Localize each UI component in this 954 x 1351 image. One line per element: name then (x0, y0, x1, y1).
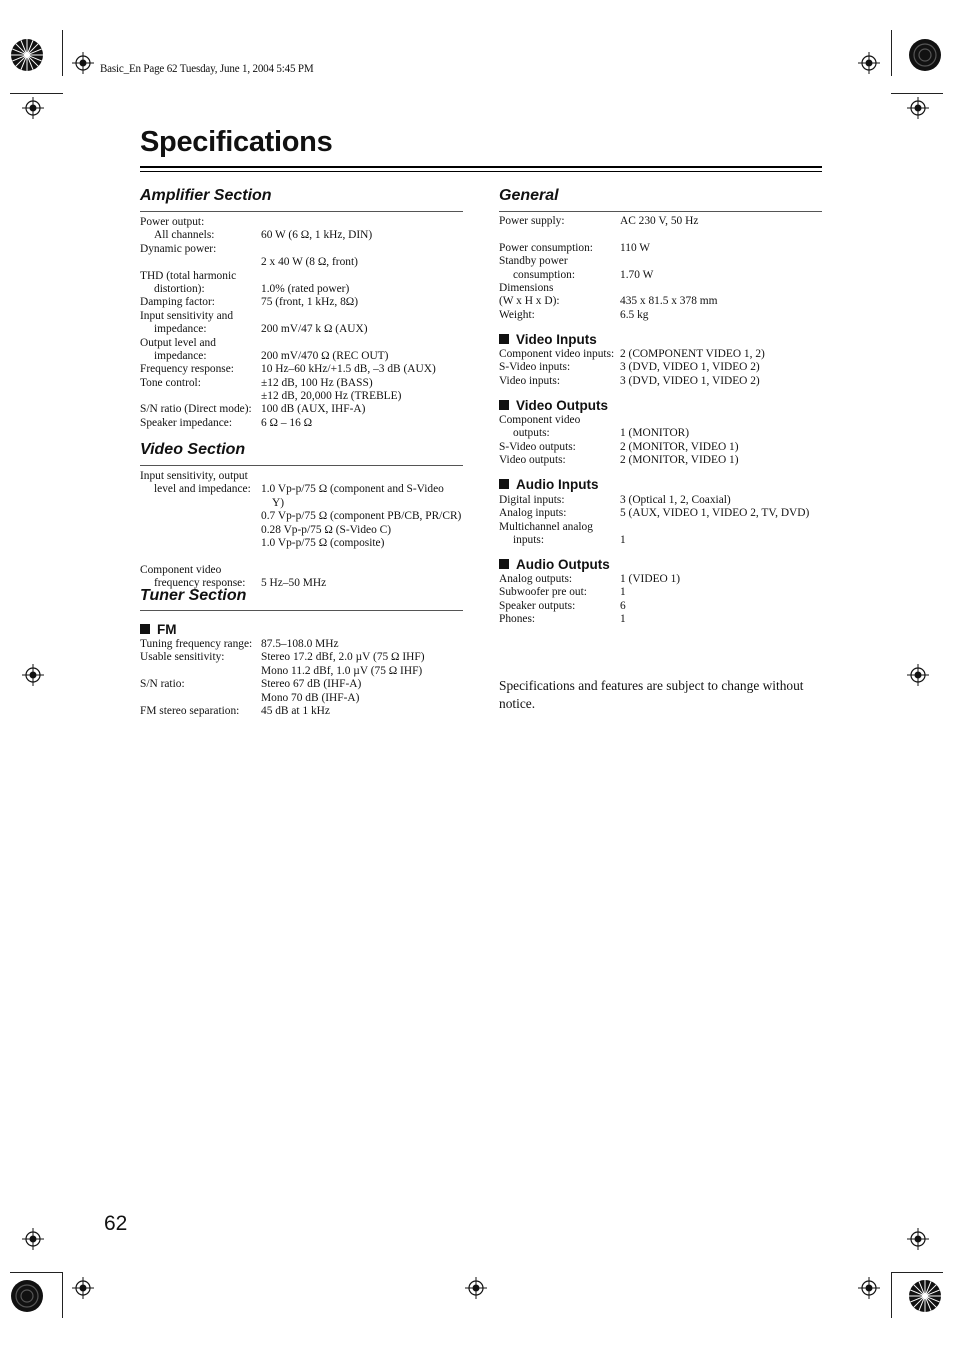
spec-row (140, 678, 470, 691)
spec-label: (W x H x D): (499, 295, 560, 308)
square-bullet-icon (140, 624, 150, 634)
spec-label: Phones: (499, 613, 536, 626)
spec-label: level and impedance: (154, 483, 251, 496)
audio-inputs-subheading (499, 477, 598, 492)
spec-row (499, 507, 829, 520)
spec-label: Component video (140, 563, 222, 576)
spec-row (499, 269, 829, 282)
spec-label: Digital inputs: (499, 494, 565, 506)
spec-label: Weight: (499, 308, 535, 321)
spec-value: 6 (620, 599, 626, 612)
spec-row (140, 350, 470, 363)
spec-row (499, 309, 829, 322)
spec-row (499, 215, 829, 228)
registration-mark-icon (907, 97, 929, 119)
spec-value: 0.7 Vp-p/75 Ω (component PB/CB, PR/CR) (261, 510, 462, 523)
spec-row (140, 390, 470, 403)
amplifier-spec-list (140, 216, 470, 430)
spec-value: 5 (AUX, VIDEO 1, VIDEO 2, TV, DVD) (620, 507, 810, 520)
spec-row (140, 524, 470, 537)
registration-mark-icon (72, 52, 94, 74)
spec-value: 2 (MONITOR, VIDEO 1) (620, 454, 739, 467)
spec-value: Mono 11.2 dBf, 1.0 µV (75 Ω IHF) (261, 664, 423, 677)
spec-label: Speaker outputs: (499, 599, 576, 612)
spec-value: Y) (261, 496, 284, 509)
audio-outputs-spec-list (499, 573, 829, 627)
spec-label: consumption: (513, 268, 576, 281)
spec-row (140, 377, 470, 390)
spec-label: Subwoofer pre out: (499, 586, 587, 599)
spec-value: 5 Hz–50 MHz (261, 577, 327, 590)
print-slug: Basic_En Page 62 Tuesday, June 1, 2004 5:45 PM (100, 61, 314, 75)
spec-value: 3 (Optical 1, 2, Coaxial) (620, 494, 731, 506)
spec-label: Frequency response: (140, 363, 234, 376)
spec-row (499, 441, 829, 454)
spec-label: THD (total harmonic (140, 269, 237, 282)
audio-outputs-label: Audio Outputs (516, 557, 610, 572)
star-target-icon (10, 1279, 44, 1313)
spec-value: 6 Ω – 16 Ω (261, 416, 313, 429)
spec-label: Component video inputs: (499, 348, 615, 360)
spec-value: 0.28 Vp-p/75 Ω (S-Video C) (261, 523, 392, 536)
spec-row (499, 573, 829, 586)
spec-value: 1 (MONITOR) (620, 427, 690, 440)
square-bullet-icon (499, 334, 509, 344)
title-rule-thin (140, 171, 822, 172)
spec-row (140, 323, 470, 336)
page-number: 62 (104, 1212, 128, 1235)
star-target-icon (10, 38, 44, 72)
spec-label: Analog inputs: (499, 507, 567, 520)
fm-subheading (140, 622, 177, 637)
spec-row (499, 361, 829, 374)
registration-mark-icon (858, 52, 880, 74)
general-section-heading: General (499, 187, 559, 204)
spec-label: Component video (499, 414, 581, 426)
spec-value: 2 x 40 W (8 Ω, front) (261, 256, 358, 269)
spec-value: 3 (DVD, VIDEO 1, VIDEO 2) (620, 361, 760, 374)
spec-label: S-Video outputs: (499, 440, 576, 453)
spec-label: Power supply: (499, 215, 565, 227)
spec-value: 2 (MONITOR, VIDEO 1) (620, 440, 739, 453)
spec-row (140, 296, 470, 309)
spec-row (499, 427, 829, 440)
spec-row (140, 470, 470, 483)
spec-value: 60 W (6 Ω, 1 kHz, DIN) (261, 229, 373, 242)
spec-label: Tone control: (140, 376, 201, 389)
video-spec-list (140, 470, 470, 591)
video-outputs-label: Video Outputs (516, 398, 609, 413)
spec-value: 1 (VIDEO 1) (620, 573, 681, 585)
spec-value: Stereo 67 dB (IHF-A) (261, 678, 362, 691)
spec-label: Analog outputs: (499, 573, 573, 585)
general-spec-list (499, 215, 829, 322)
video-outputs-subheading (499, 398, 608, 413)
spec-row (140, 310, 470, 323)
audio-inputs-spec-list (499, 494, 829, 548)
section-rule (140, 211, 463, 212)
spec-row (499, 348, 829, 361)
spec-label: Input sensitivity, output (140, 470, 248, 482)
spec-label: Power consumption: (499, 241, 593, 254)
spec-row (140, 665, 470, 678)
spec-row (499, 228, 829, 241)
registration-mark-icon (907, 1228, 929, 1250)
spec-value: 1.0 Vp-p/75 Ω (component and S-Video (261, 483, 444, 496)
spec-value: 1.70 W (620, 268, 654, 281)
audio-inputs-label: Audio Inputs (516, 477, 599, 492)
tuner-spec-list (140, 638, 470, 718)
audio-outputs-subheading (499, 557, 610, 572)
tuner-section-heading: Tuner Section (140, 587, 247, 604)
spec-row (140, 705, 470, 718)
spec-label: S/N ratio: (140, 678, 185, 691)
spec-label: Dimensions (499, 281, 554, 294)
spec-value: 45 dB at 1 kHz (261, 704, 330, 717)
spec-row (140, 692, 470, 705)
spec-row (499, 600, 829, 613)
spec-row (499, 534, 829, 547)
spec-row (140, 564, 470, 577)
spec-row (140, 651, 470, 664)
spec-value: 435 x 81.5 x 378 mm (620, 295, 718, 308)
spec-row (140, 283, 470, 296)
star-target-icon (908, 38, 942, 72)
spec-label: Standby power (499, 255, 568, 268)
spec-row (140, 243, 470, 256)
spec-row (140, 417, 470, 430)
spec-row (140, 363, 470, 376)
spec-row (499, 255, 829, 268)
spec-value: 110 W (620, 241, 651, 254)
spec-row (140, 483, 470, 496)
square-bullet-icon (499, 400, 509, 410)
spec-row (499, 242, 829, 255)
spec-row (140, 497, 470, 510)
spec-label: Tuning frequency range: (140, 638, 253, 650)
spec-value: AC 230 V, 50 Hz (620, 215, 699, 227)
section-rule (140, 610, 463, 611)
video-inputs-label: Video Inputs (516, 332, 597, 347)
title-rule (140, 166, 822, 168)
spec-label: S/N ratio (Direct mode): (140, 403, 252, 416)
section-rule (499, 211, 822, 212)
spec-label: Video inputs: (499, 374, 561, 387)
spec-value: 75 (front, 1 kHz, 8Ω) (261, 296, 359, 309)
spec-label: Input sensitivity and (140, 309, 234, 322)
spec-value: 6.5 kg (620, 308, 649, 321)
spec-value: 200 mV/47 k Ω (AUX) (261, 323, 368, 336)
spec-row (140, 638, 470, 651)
spec-value: 87.5–108.0 MHz (261, 638, 339, 650)
amplifier-section-heading: Amplifier Section (140, 187, 272, 204)
registration-mark-icon (72, 1277, 94, 1299)
spec-value: ±12 dB, 100 Hz (BASS) (261, 376, 373, 389)
video-inputs-subheading (499, 332, 597, 347)
spec-value: 100 dB (AUX, IHF-A) (261, 403, 366, 416)
spec-label: Video outputs: (499, 454, 566, 467)
spec-value: 1 (620, 534, 626, 547)
spec-row (140, 216, 470, 229)
spec-row (140, 510, 470, 523)
registration-mark-icon (907, 664, 929, 686)
registration-mark-icon (22, 97, 44, 119)
spec-row (140, 550, 470, 563)
spec-value: Mono 70 dB (IHF-A) (261, 691, 360, 704)
spec-label: distortion): (154, 282, 205, 295)
spec-value: ±12 dB, 20,000 Hz (TREBLE) (261, 390, 402, 403)
spec-label: inputs: (513, 534, 545, 547)
spec-row (140, 270, 470, 283)
spec-value: 1.0 Vp-p/75 Ω (composite) (261, 536, 385, 549)
spec-row (140, 537, 470, 550)
spec-label: Power output: (140, 216, 205, 228)
spec-label: frequency response: (154, 577, 246, 590)
spec-label: Usable sensitivity: (140, 651, 225, 664)
spec-label: Damping factor: (140, 296, 215, 309)
video-section-heading: Video Section (140, 441, 246, 458)
spec-label: outputs: (513, 427, 550, 440)
spec-row (140, 229, 470, 242)
spec-value: 200 mV/470 Ω (REC OUT) (261, 349, 389, 362)
spec-row (499, 295, 829, 308)
spec-row (499, 494, 829, 507)
registration-mark-icon (22, 1228, 44, 1250)
spec-label: All channels: (154, 229, 215, 242)
spec-label: FM stereo separation: (140, 704, 240, 717)
spec-row (140, 337, 470, 350)
spec-value: 1 (620, 613, 626, 626)
star-target-icon (908, 1279, 942, 1313)
spec-value: 3 (DVD, VIDEO 1, VIDEO 2) (620, 374, 760, 387)
registration-mark-icon (858, 1277, 880, 1299)
spec-row (499, 613, 829, 626)
spec-value: Stereo 17.2 dBf, 2.0 µV (75 Ω IHF) (261, 651, 425, 664)
video-outputs-spec-list (499, 414, 829, 468)
spec-value: 1 (620, 586, 626, 599)
spec-row (499, 454, 829, 467)
spec-label: impedance: (154, 349, 207, 362)
spec-row (499, 414, 829, 427)
section-rule (140, 465, 463, 466)
spec-row (499, 521, 829, 534)
spec-value: 10 Hz–60 kHz/+1.5 dB, –3 dB (AUX) (261, 363, 436, 376)
spec-value: 1.0% (rated power) (261, 282, 350, 295)
square-bullet-icon (499, 479, 509, 489)
change-notice: Specifications and features are subject to change without notice. (499, 678, 804, 711)
spec-label: Multichannel analog (499, 520, 593, 533)
spec-row (140, 403, 470, 416)
page-title: Specifications (140, 126, 333, 158)
spec-label: Output level and (140, 336, 216, 349)
registration-mark-icon (465, 1277, 487, 1299)
spec-row (140, 256, 470, 269)
fm-subheading-label: FM (157, 622, 177, 637)
registration-mark-icon (22, 664, 44, 686)
spec-label: S-Video inputs: (499, 361, 571, 374)
spec-row (499, 282, 829, 295)
spec-row (499, 586, 829, 599)
spec-label: Speaker impedance: (140, 416, 233, 429)
square-bullet-icon (499, 559, 509, 569)
video-inputs-spec-list (499, 348, 829, 388)
spec-row (499, 375, 829, 388)
spec-value: 2 (COMPONENT VIDEO 1, 2) (620, 348, 765, 360)
spec-label: impedance: (154, 323, 207, 336)
spec-label: Dynamic power: (140, 242, 217, 255)
